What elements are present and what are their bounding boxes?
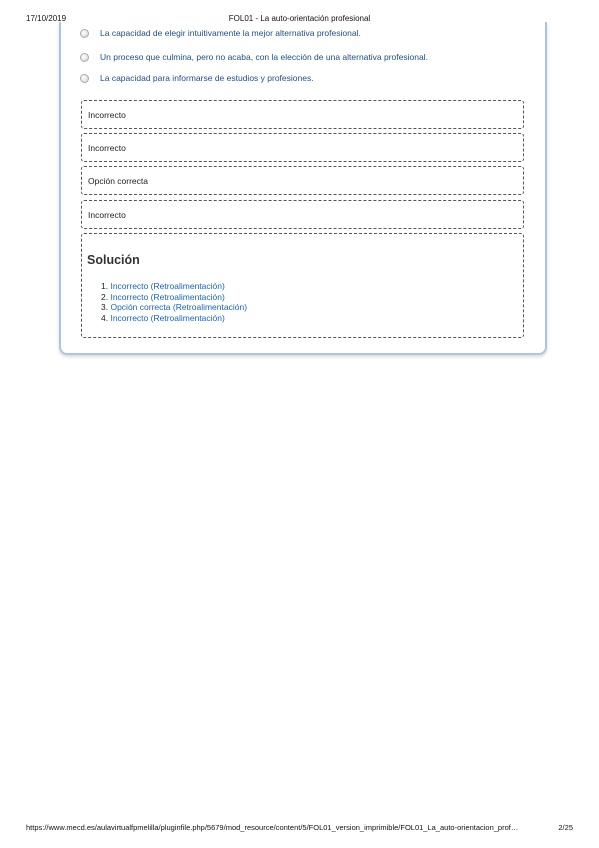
feedback-box-3 [81,166,524,195]
feedback-link[interactable]: Retroalimentación [175,302,245,312]
item-number: 4. [101,312,109,323]
feedback-box-2 [81,133,524,162]
radio-icon[interactable] [80,29,89,38]
result-link[interactable]: Opción correcta [110,302,171,312]
item-number: 3. [101,302,109,312]
item-number: 2. [101,291,109,302]
document-title: FOL01 - La auto-orientación profesional [228,14,371,23]
feedback-link[interactable]: Retroalimentación [153,312,222,323]
result-link[interactable]: Incorrecto [110,312,149,323]
feedback-box-1 [81,100,524,129]
result-link[interactable]: Incorrecto [110,281,149,291]
feedback-text: Incorrecto [88,109,126,120]
answer-option-2[interactable] [80,52,428,62]
solution-item: 3. Opción correcta (Retroalimentación) [101,302,248,312]
answer-option-label: Un proceso que culmina, pero no acaba, con la elección de una alternativa profesional. [100,52,428,62]
feedback-link[interactable]: Retroalimentación [153,281,222,291]
answer-option-label: La capacidad para informarse de estudios y profesiones. [100,73,314,83]
item-number: 1. [101,281,109,291]
solution-item: 4. Incorrecto (Retroalimentación) [101,312,225,323]
print-date: 17/10/2019 [26,14,67,23]
result-link[interactable]: Incorrecto [110,291,149,302]
feedback-text: Opción correcta [88,175,148,186]
page-number: 2/25 [558,823,573,832]
radio-icon[interactable] [80,74,89,83]
feedback-text: Incorrecto [88,209,126,220]
answer-option-1[interactable] [80,28,361,38]
feedback-box-4 [81,200,524,229]
print-footer [26,823,573,835]
solution-list [87,281,517,323]
radio-icon[interactable] [80,53,89,62]
answer-option-label: La capacidad de elegir intuitivamente la mejor alternativa profesional. [100,28,361,38]
feedback-link[interactable]: Retroalimentación [153,291,222,302]
solution-item: 1. Incorrecto (Retroalimentación) [101,281,225,291]
solution-title: Solución [87,253,140,267]
feedback-text: Incorrecto [88,142,126,153]
page-url: https://www.mecd.es/aulavirtualfpmelilla/pluginfile.php/5679/mod_resource/content/5/FOL01_version_imprimible/FOL01_La_auto-orientacion_prof… [26,823,519,832]
answer-option-3[interactable] [80,73,314,83]
solution-item: 2. Incorrecto (Retroalimentación) [101,291,225,302]
solution-box [81,233,524,338]
